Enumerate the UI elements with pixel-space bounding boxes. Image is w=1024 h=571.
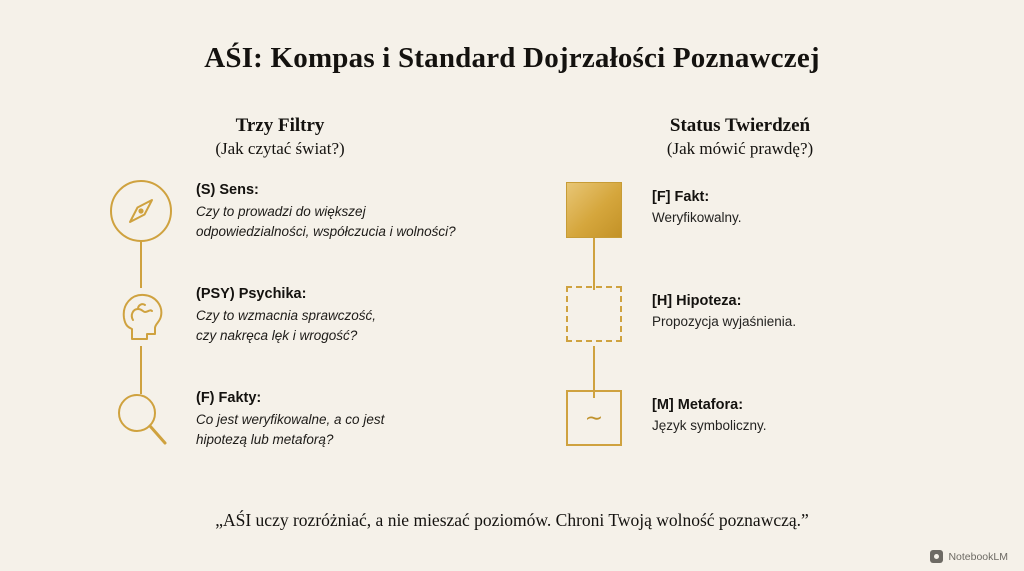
watermark-label: NotebookLM (948, 550, 1008, 563)
outlined-square-icon (566, 390, 622, 446)
notebooklm-icon (930, 550, 943, 563)
status-text-block (652, 394, 972, 437)
filter-desc-line1: Czy to wzmacnia sprawczość, (196, 307, 377, 323)
magnifier-icon (108, 386, 174, 452)
filled-square-icon (566, 182, 622, 238)
list-item (560, 182, 980, 286)
footer-quote: „AŚI uczy rozróżniać, a nie mieszać poziomów. Chroni Twoją wolność poznawczą.” (215, 510, 809, 530)
status-title: [H] Hipoteza: (652, 293, 742, 309)
filter-desc-line2: czy nakręca lęk i wrogość? (196, 328, 358, 343)
filter-title: (S) Sens: (196, 182, 259, 198)
filter-text-block (196, 388, 546, 450)
list-item (108, 178, 548, 282)
status-text-block (652, 290, 972, 333)
list-item (108, 386, 548, 490)
status-desc: Język symboliczny. (652, 418, 767, 434)
left-heading-main: Trzy Filtry (235, 115, 325, 136)
watermark (930, 550, 1008, 563)
compass-icon (108, 178, 174, 244)
left-column-heading (120, 114, 440, 161)
dashed-square-icon (566, 286, 622, 342)
filter-desc-line1: Czy to prowadzi do większej (196, 203, 366, 219)
status-text-block (652, 186, 972, 229)
status-title: [M] Metafora: (652, 397, 744, 413)
filter-text-block (196, 284, 546, 346)
tilde-glyph: ∼ (584, 405, 604, 430)
status-desc: Propozycja wyjaśnienia. (652, 314, 797, 330)
list-item (560, 390, 980, 494)
head-brain-icon (108, 282, 174, 348)
page-title: AŚI: Kompas i Standard Dojrzałości Poznawczej (204, 42, 820, 74)
status-title: [F] Fakt: (652, 189, 710, 205)
filter-desc-line1: Co jest weryfikowalne, a co jest (196, 411, 385, 427)
statuses-list (560, 182, 980, 494)
filters-list (108, 178, 548, 490)
filter-title: (F) Fakty: (196, 390, 262, 406)
left-heading-sub: (Jak czytać świat?) (215, 138, 345, 158)
right-column-heading (580, 114, 900, 161)
filter-desc-line2: odpowiedzialności, współczucia i wolności? (196, 224, 456, 239)
status-desc: Weryfikowalny. (652, 210, 742, 226)
filter-title: (PSY) Psychika: (196, 286, 307, 302)
right-heading-sub: (Jak mówić prawdę?) (666, 138, 814, 158)
list-item (108, 282, 548, 386)
filter-text-block (196, 180, 546, 242)
list-item (560, 286, 980, 390)
right-heading-main: Status Twierdzeń (669, 115, 811, 136)
filter-desc-line2: hipotezą lub metaforą? (196, 432, 334, 447)
